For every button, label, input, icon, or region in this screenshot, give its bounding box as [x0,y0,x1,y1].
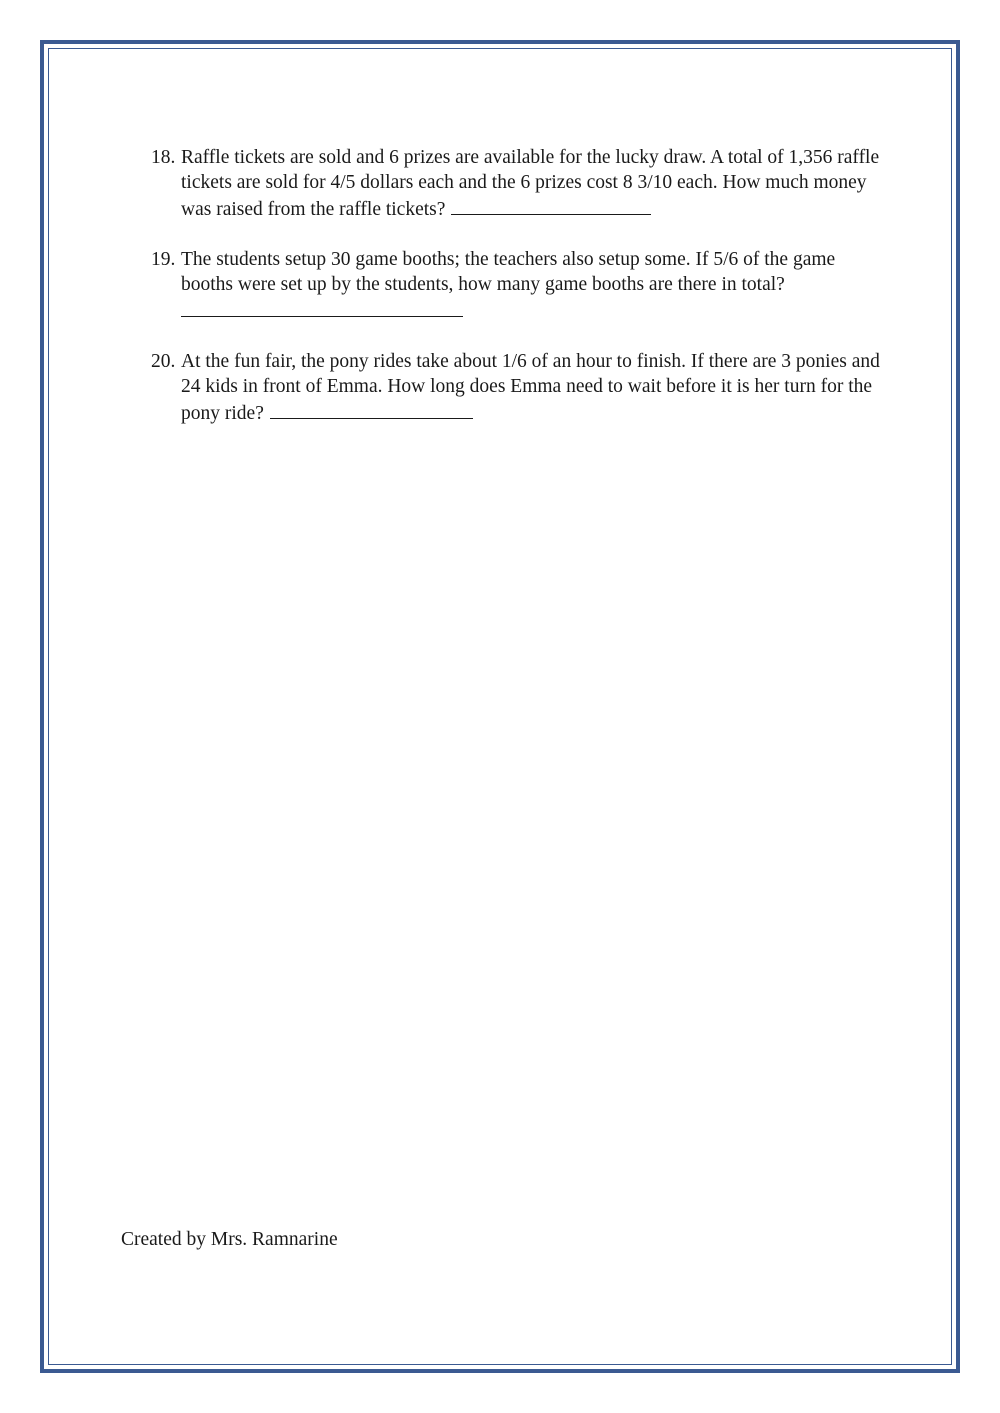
question-text [181,145,881,222]
footer-credit: Created by Mrs. Ramnarine [121,1229,338,1250]
answer-blank [451,195,651,215]
question-text [181,247,881,324]
question-20 [151,349,881,426]
question-18 [151,145,881,222]
answer-blank [181,297,463,317]
question-19 [151,247,881,324]
question-list [151,145,881,451]
answer-blank [270,399,473,419]
question-text-content: Raffle tickets are sold and 6 prizes are available for the lucky draw. A total of 1,356 raffle tickets are sold for 4/5 dollars each and the 6 prizes cost 8 3/10 each. How much money was raised from the raffle tickets? [181,147,880,220]
question-number: 20. [151,351,176,372]
question-number: 19. [151,249,176,270]
question-number: 18. [151,147,176,168]
question-text [181,349,881,426]
question-text-content: The students setup 30 game booths; the teachers also setup some. If 5/6 of the game booths were set up by the students, how many game booths are there in total? [181,249,836,295]
question-text-content: At the fun fair, the pony rides take about 1/6 of an hour to finish. If there are 3 ponies and 24 kids in front of Emma. How long does Emma need to wait before it is her turn for the pony ride? [181,351,880,424]
